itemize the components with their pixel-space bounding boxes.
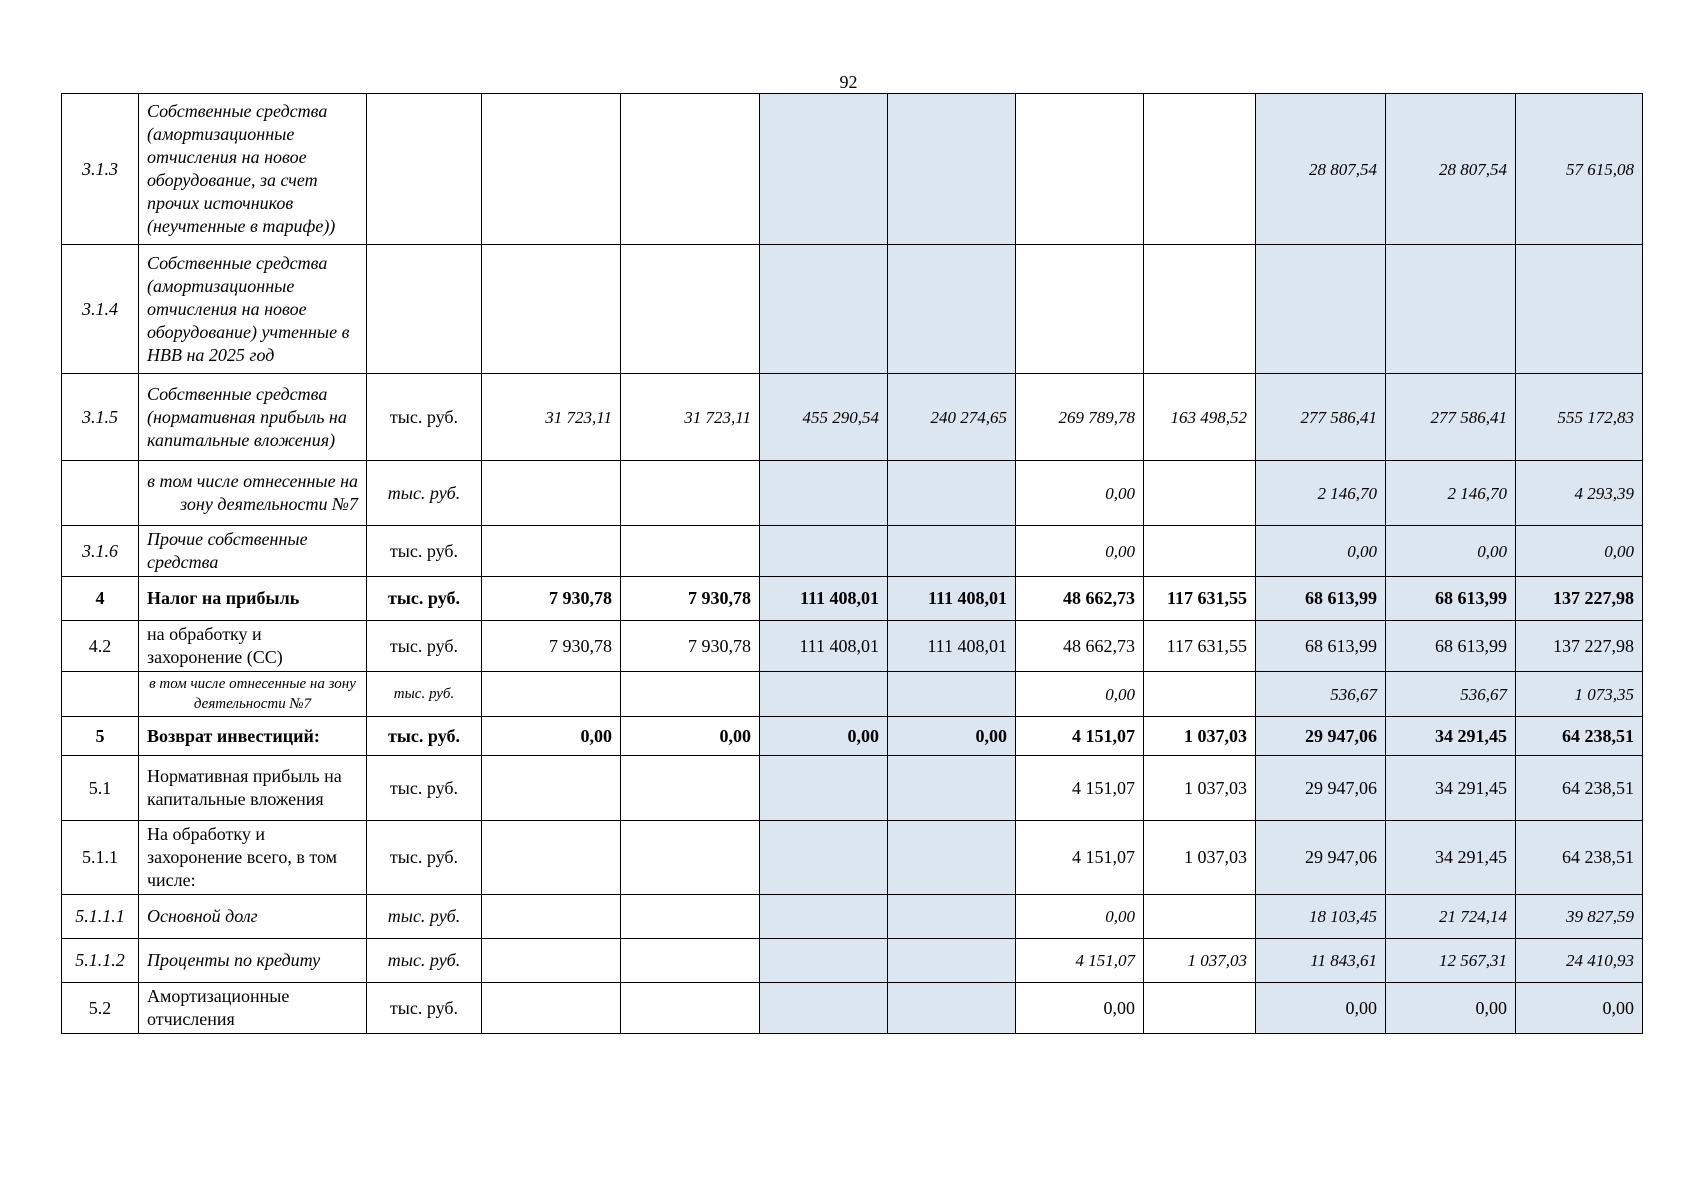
value-cell: 31 723,11 xyxy=(621,374,760,461)
value-cell: 4 151,07 xyxy=(1016,756,1144,821)
value-cell xyxy=(621,983,760,1034)
value-cell: 536,67 xyxy=(1386,672,1516,717)
value-cell xyxy=(760,94,888,245)
table-row xyxy=(62,939,1643,983)
value-cell xyxy=(1144,461,1256,526)
value-cell: 0,00 xyxy=(888,717,1016,756)
value-cell: 28 807,54 xyxy=(1386,94,1516,245)
value-cell xyxy=(482,461,621,526)
row-name-cell: Амортизационные отчисления xyxy=(139,983,367,1034)
row-unit-cell xyxy=(367,245,482,374)
value-cell: 111 408,01 xyxy=(760,621,888,672)
value-cell xyxy=(1256,245,1386,374)
value-cell: 48 662,73 xyxy=(1016,621,1144,672)
value-cell: 277 586,41 xyxy=(1256,374,1386,461)
row-name-cell: Нормативная прибыль на капитальные вложения xyxy=(139,756,367,821)
value-cell: 29 947,06 xyxy=(1256,756,1386,821)
value-cell: 64 238,51 xyxy=(1516,821,1643,895)
row-unit-cell: тыс. руб. xyxy=(367,374,482,461)
value-cell xyxy=(1144,895,1256,939)
value-cell: 34 291,45 xyxy=(1386,756,1516,821)
value-cell xyxy=(760,245,888,374)
row-unit-cell: тыс. руб. xyxy=(367,756,482,821)
value-cell xyxy=(621,895,760,939)
value-cell xyxy=(621,939,760,983)
value-cell: 0,00 xyxy=(621,717,760,756)
row-code-cell: 3.1.3 xyxy=(62,94,139,245)
value-cell: 68 613,99 xyxy=(1256,577,1386,621)
value-cell: 18 103,45 xyxy=(1256,895,1386,939)
value-cell: 1 037,03 xyxy=(1144,939,1256,983)
value-cell: 29 947,06 xyxy=(1256,717,1386,756)
value-cell xyxy=(621,821,760,895)
row-code-cell: 5 xyxy=(62,717,139,756)
value-cell xyxy=(760,939,888,983)
financial-table xyxy=(61,93,1643,1034)
value-cell xyxy=(888,939,1016,983)
value-cell xyxy=(482,939,621,983)
value-cell xyxy=(482,983,621,1034)
table-row xyxy=(62,94,1643,245)
value-cell xyxy=(621,94,760,245)
row-code-cell: 5.1 xyxy=(62,756,139,821)
value-cell xyxy=(888,895,1016,939)
row-unit-cell: тыс. руб. xyxy=(367,621,482,672)
value-cell: 1 073,35 xyxy=(1516,672,1643,717)
value-cell: 0,00 xyxy=(1016,526,1144,577)
value-cell: 111 408,01 xyxy=(760,577,888,621)
value-cell: 21 724,14 xyxy=(1386,895,1516,939)
row-code-cell xyxy=(62,461,139,526)
value-cell: 48 662,73 xyxy=(1016,577,1144,621)
row-unit-cell: тыс. руб. xyxy=(367,461,482,526)
row-unit-cell: тыс. руб. xyxy=(367,717,482,756)
value-cell: 57 615,08 xyxy=(1516,94,1643,245)
row-code-cell: 5.1.1.1 xyxy=(62,895,139,939)
value-cell xyxy=(482,245,621,374)
value-cell: 0,00 xyxy=(1516,983,1643,1034)
value-cell xyxy=(1144,526,1256,577)
value-cell: 117 631,55 xyxy=(1144,621,1256,672)
value-cell: 64 238,51 xyxy=(1516,756,1643,821)
value-cell: 117 631,55 xyxy=(1144,577,1256,621)
value-cell: 277 586,41 xyxy=(1386,374,1516,461)
row-code-cell: 3.1.6 xyxy=(62,526,139,577)
value-cell: 0,00 xyxy=(1016,672,1144,717)
value-cell xyxy=(760,821,888,895)
value-cell: 24 410,93 xyxy=(1516,939,1643,983)
value-cell: 2 146,70 xyxy=(1256,461,1386,526)
row-unit-cell: тыс. руб. xyxy=(367,939,482,983)
table-row xyxy=(62,756,1643,821)
value-cell: 68 613,99 xyxy=(1256,621,1386,672)
value-cell: 2 146,70 xyxy=(1386,461,1516,526)
row-code-cell: 4 xyxy=(62,577,139,621)
row-name-cell: Прочие собственные средства xyxy=(139,526,367,577)
row-name-cell: Возврат инвестиций: xyxy=(139,717,367,756)
row-name-cell: Собственные средства (амортизационные отчисления на новое оборудование) учтенные в НВВ на 2025 год xyxy=(139,245,367,374)
value-cell: 4 151,07 xyxy=(1016,939,1144,983)
row-code-cell: 5.1.1.2 xyxy=(62,939,139,983)
table-body xyxy=(62,94,1643,1034)
value-cell: 137 227,98 xyxy=(1516,577,1643,621)
value-cell: 68 613,99 xyxy=(1386,577,1516,621)
row-code-cell xyxy=(62,672,139,717)
value-cell: 39 827,59 xyxy=(1516,895,1643,939)
value-cell: 1 037,03 xyxy=(1144,717,1256,756)
value-cell xyxy=(888,245,1016,374)
row-name-cell: Собственные средства (нормативная прибыль на капитальные вложения) xyxy=(139,374,367,461)
value-cell: 0,00 xyxy=(1016,895,1144,939)
value-cell: 0,00 xyxy=(1256,526,1386,577)
table-row xyxy=(62,621,1643,672)
value-cell: 31 723,11 xyxy=(482,374,621,461)
value-cell: 7 930,78 xyxy=(621,577,760,621)
value-cell: 163 498,52 xyxy=(1144,374,1256,461)
value-cell: 0,00 xyxy=(1386,526,1516,577)
row-code-cell: 5.2 xyxy=(62,983,139,1034)
value-cell: 34 291,45 xyxy=(1386,717,1516,756)
value-cell: 28 807,54 xyxy=(1256,94,1386,245)
table-row xyxy=(62,245,1643,374)
value-cell: 1 037,03 xyxy=(1144,821,1256,895)
value-cell: 64 238,51 xyxy=(1516,717,1643,756)
value-cell: 4 151,07 xyxy=(1016,821,1144,895)
row-name-cell: Проценты по кредиту xyxy=(139,939,367,983)
value-cell: 0,00 xyxy=(1016,461,1144,526)
row-unit-cell: тыс. руб. xyxy=(367,672,482,717)
value-cell xyxy=(482,821,621,895)
value-cell: 0,00 xyxy=(760,717,888,756)
value-cell: 240 274,65 xyxy=(888,374,1016,461)
value-cell xyxy=(1144,245,1256,374)
row-unit-cell: тыс. руб. xyxy=(367,821,482,895)
value-cell xyxy=(621,672,760,717)
row-unit-cell: тыс. руб. xyxy=(367,983,482,1034)
value-cell: 1 037,03 xyxy=(1144,756,1256,821)
value-cell: 111 408,01 xyxy=(888,621,1016,672)
value-cell: 269 789,78 xyxy=(1016,374,1144,461)
value-cell xyxy=(1386,245,1516,374)
value-cell xyxy=(482,526,621,577)
value-cell xyxy=(888,756,1016,821)
value-cell xyxy=(888,94,1016,245)
value-cell: 111 408,01 xyxy=(888,577,1016,621)
row-name-cell: На обработку и захоронение всего, в том числе: xyxy=(139,821,367,895)
value-cell: 4 151,07 xyxy=(1016,717,1144,756)
table-row xyxy=(62,895,1643,939)
row-code-cell: 3.1.4 xyxy=(62,245,139,374)
value-cell: 7 930,78 xyxy=(482,621,621,672)
value-cell xyxy=(888,983,1016,1034)
row-name-cell: в том числе отнесенные на зону деятельности №7 xyxy=(139,461,367,526)
value-cell xyxy=(482,672,621,717)
row-name-cell: в том числе отнесенные на зону деятельности №7 xyxy=(139,672,367,717)
value-cell xyxy=(621,756,760,821)
value-cell xyxy=(760,672,888,717)
value-cell: 29 947,06 xyxy=(1256,821,1386,895)
value-cell xyxy=(888,461,1016,526)
row-unit-cell xyxy=(367,94,482,245)
row-name-cell: Налог на прибыль xyxy=(139,577,367,621)
value-cell: 4 293,39 xyxy=(1516,461,1643,526)
row-unit-cell: тыс. руб. xyxy=(367,526,482,577)
value-cell: 7 930,78 xyxy=(621,621,760,672)
value-cell: 68 613,99 xyxy=(1386,621,1516,672)
value-cell xyxy=(1144,672,1256,717)
row-unit-cell: тыс. руб. xyxy=(367,577,482,621)
value-cell xyxy=(888,526,1016,577)
value-cell: 7 930,78 xyxy=(482,577,621,621)
value-cell: 0,00 xyxy=(1386,983,1516,1034)
value-cell xyxy=(1016,245,1144,374)
value-cell: 0,00 xyxy=(1516,526,1643,577)
value-cell xyxy=(1516,245,1643,374)
value-cell: 137 227,98 xyxy=(1516,621,1643,672)
value-cell xyxy=(760,756,888,821)
table-row xyxy=(62,577,1643,621)
row-name-cell: Собственные средства (амортизационные отчисления на новое оборудование, за счет прочих источников (неучтенные в тарифе)) xyxy=(139,94,367,245)
table-row xyxy=(62,461,1643,526)
row-name-cell: Основной долг xyxy=(139,895,367,939)
table-row xyxy=(62,821,1643,895)
value-cell: 11 843,61 xyxy=(1256,939,1386,983)
row-code-cell: 3.1.5 xyxy=(62,374,139,461)
row-code-cell: 4.2 xyxy=(62,621,139,672)
value-cell: 34 291,45 xyxy=(1386,821,1516,895)
value-cell xyxy=(482,94,621,245)
value-cell xyxy=(760,895,888,939)
value-cell xyxy=(621,461,760,526)
value-cell xyxy=(621,245,760,374)
value-cell: 0,00 xyxy=(482,717,621,756)
value-cell xyxy=(1144,94,1256,245)
table-row xyxy=(62,526,1643,577)
value-cell xyxy=(888,672,1016,717)
value-cell: 0,00 xyxy=(1016,983,1144,1034)
value-cell: 0,00 xyxy=(1256,983,1386,1034)
value-cell xyxy=(482,895,621,939)
table-row xyxy=(62,374,1643,461)
row-code-cell: 5.1.1 xyxy=(62,821,139,895)
row-name-cell: на обработку и захоронение (СС) xyxy=(139,621,367,672)
value-cell xyxy=(760,983,888,1034)
row-unit-cell: тыс. руб. xyxy=(367,895,482,939)
value-cell xyxy=(888,821,1016,895)
value-cell: 12 567,31 xyxy=(1386,939,1516,983)
value-cell xyxy=(1144,983,1256,1034)
value-cell: 555 172,83 xyxy=(1516,374,1643,461)
value-cell xyxy=(482,756,621,821)
page-number: 92 xyxy=(839,72,858,92)
table-row xyxy=(62,717,1643,756)
value-cell xyxy=(1016,94,1144,245)
table-row xyxy=(62,983,1643,1034)
value-cell xyxy=(760,526,888,577)
value-cell: 455 290,54 xyxy=(760,374,888,461)
table-row xyxy=(62,672,1643,717)
value-cell xyxy=(621,526,760,577)
value-cell xyxy=(760,461,888,526)
value-cell: 536,67 xyxy=(1256,672,1386,717)
